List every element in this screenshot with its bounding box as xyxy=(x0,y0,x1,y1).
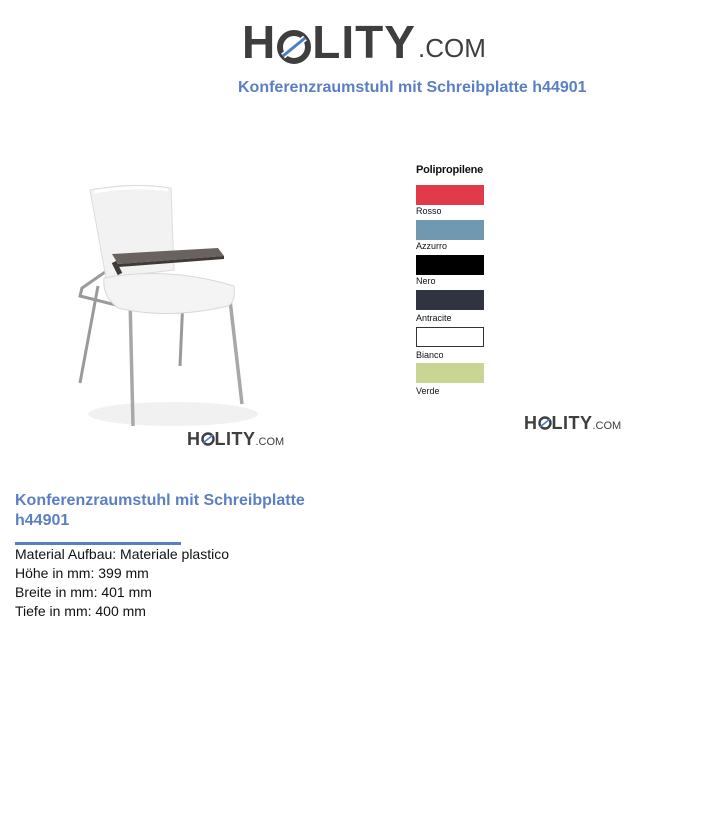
swatch-title: Polipropilene xyxy=(416,164,484,176)
swatch-azzurro xyxy=(416,220,484,240)
logo-suffix: .COM xyxy=(418,33,486,63)
swatch-label-bianco: Bianco xyxy=(416,350,444,360)
color-swatch-panel xyxy=(416,160,536,400)
swatch-label-verde: Verde xyxy=(416,386,440,396)
holity-logo[interactable] xyxy=(242,12,492,72)
swatch-verde xyxy=(416,363,484,383)
chair-product-image xyxy=(58,178,258,430)
swatch-logo-o-icon xyxy=(538,416,552,430)
swatch-logo-lity: LITY xyxy=(551,413,593,433)
logo-text-lity: LITY xyxy=(312,16,416,68)
swatch-nero xyxy=(416,255,484,275)
spec-material: Material Aufbau: Materiale plastico xyxy=(15,546,229,562)
swatch-bianco xyxy=(416,327,484,347)
swatch-label-antracite: Antracite xyxy=(416,313,452,323)
swatch-logo-h: H xyxy=(524,413,538,433)
logo-text-h: H xyxy=(242,16,277,68)
chair-logo-h: H xyxy=(187,429,201,449)
chair-logo-o-icon xyxy=(201,432,215,446)
swatch-label-azzurro: Azzurro xyxy=(416,241,448,251)
chair-logo-suffix: .COM xyxy=(255,436,285,448)
spec-width: Breite in mm: 401 mm xyxy=(15,584,152,600)
product-title: Konferenzraumstuhl mit Schreibplatte h44901 xyxy=(15,492,305,529)
page-title: Konferenzraumstuhl mit Schreibplatte h44901 xyxy=(238,79,587,96)
chair-logo-lity: LITY xyxy=(214,429,256,449)
spec-height: Höhe in mm: 399 mm xyxy=(15,565,149,581)
chair-image-logo xyxy=(187,427,284,451)
swatch-label-rosso: Rosso xyxy=(416,206,442,216)
swatch-antracite xyxy=(416,290,484,310)
logo-o-icon xyxy=(277,24,311,58)
swatch-logo-suffix: .COM xyxy=(592,420,622,432)
product-specs xyxy=(15,545,229,621)
swatch-label-nero: Nero xyxy=(416,276,436,286)
swatch-rosso xyxy=(416,185,484,205)
spec-depth: Tiefe in mm: 400 mm xyxy=(15,603,146,619)
swatch-image-logo xyxy=(524,411,621,435)
